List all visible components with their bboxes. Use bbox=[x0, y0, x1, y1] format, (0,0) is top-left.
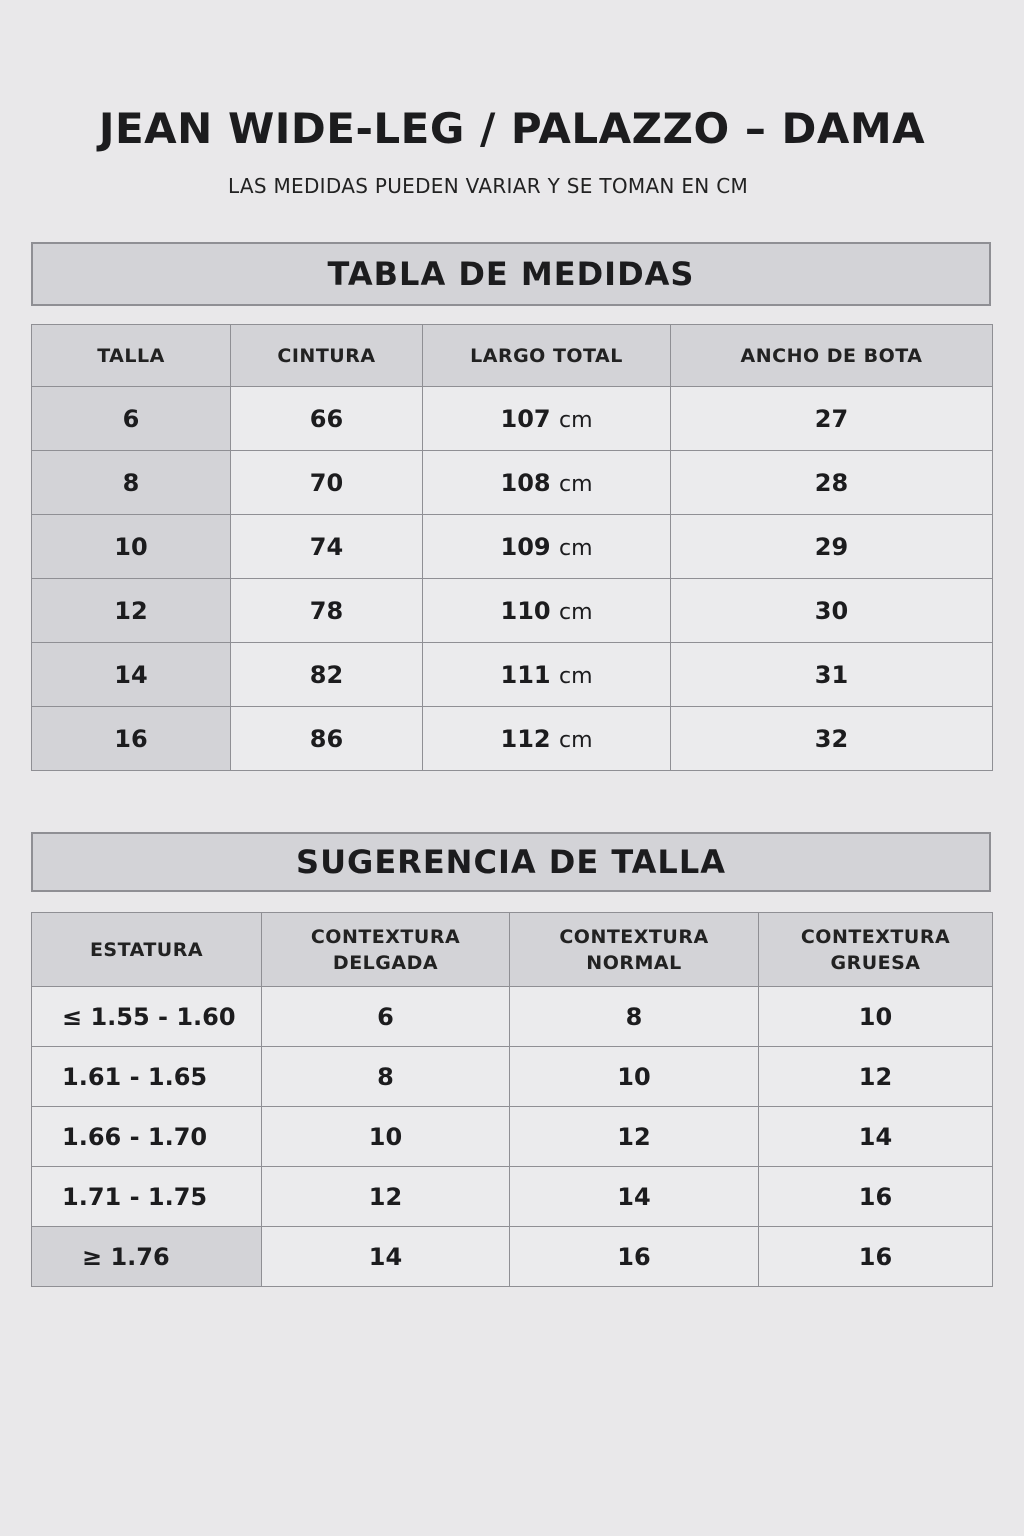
page-title: JEAN WIDE-LEG / PALAZZO – DAMA bbox=[98, 104, 926, 153]
talla-cell: 14 bbox=[32, 643, 231, 707]
table-row bbox=[32, 1047, 993, 1107]
largo-cell bbox=[423, 515, 671, 579]
largo-value: 110 bbox=[500, 596, 551, 625]
bota-cell: 27 bbox=[671, 387, 993, 451]
gruesa-cell: 10 bbox=[759, 987, 993, 1047]
column-header-largo-total: LARGO TOTAL bbox=[423, 325, 671, 387]
table-row bbox=[32, 1167, 993, 1227]
largo-value: 109 bbox=[500, 532, 551, 561]
estatura-cell: ≥ 1.76 bbox=[32, 1227, 262, 1287]
delgada-cell: 6 bbox=[262, 987, 510, 1047]
delgada-cell: 8 bbox=[262, 1047, 510, 1107]
bota-cell: 31 bbox=[671, 643, 993, 707]
largo-cell bbox=[423, 643, 671, 707]
column-header-line: ESTATURA bbox=[89, 938, 204, 961]
cintura-cell: 66 bbox=[231, 387, 423, 451]
column-header-line: CONTEXTURA bbox=[559, 925, 709, 948]
bota-cell: 30 bbox=[671, 579, 993, 643]
talla-cell: 6 bbox=[32, 387, 231, 451]
table-row bbox=[32, 387, 993, 451]
gruesa-cell: 14 bbox=[759, 1107, 993, 1167]
bota-cell: 32 bbox=[671, 707, 993, 771]
delgada-cell: 10 bbox=[262, 1107, 510, 1167]
section-heading-sugerencia: SUGERENCIA DE TALLA bbox=[31, 832, 991, 892]
table-row bbox=[32, 451, 993, 515]
column-header-line: NORMAL bbox=[586, 951, 682, 974]
delgada-cell: 12 bbox=[262, 1167, 510, 1227]
largo-value: 112 bbox=[500, 724, 551, 753]
column-header-cintura: CINTURA bbox=[231, 325, 423, 387]
largo-value: 107 bbox=[500, 404, 551, 433]
gruesa-cell: 16 bbox=[759, 1227, 993, 1287]
table-row bbox=[32, 579, 993, 643]
talla-cell: 16 bbox=[32, 707, 231, 771]
column-header-line: DELGADA bbox=[332, 951, 439, 974]
table-row bbox=[32, 707, 993, 771]
largo-cell bbox=[423, 579, 671, 643]
size-suggestion-table bbox=[31, 912, 993, 1287]
estatura-cell: 1.71 - 1.75 bbox=[32, 1167, 262, 1227]
cintura-cell: 86 bbox=[231, 707, 423, 771]
gruesa-cell: 12 bbox=[759, 1047, 993, 1107]
cintura-cell: 74 bbox=[231, 515, 423, 579]
unit-label: cm bbox=[558, 727, 593, 753]
largo-value: 108 bbox=[500, 468, 551, 497]
unit-label: cm bbox=[558, 535, 593, 561]
column-header-line: CONTEXTURA bbox=[310, 925, 461, 948]
cintura-cell: 70 bbox=[231, 451, 423, 515]
largo-value: 111 bbox=[500, 660, 551, 689]
table-row bbox=[32, 1107, 993, 1167]
column-header-ancho-de-bota: ANCHO DE BOTA bbox=[671, 325, 993, 387]
unit-label: cm bbox=[558, 663, 593, 689]
page-subtitle: LAS MEDIDAS PUEDEN VARIAR Y SE TOMAN EN CM bbox=[227, 174, 749, 198]
cintura-cell: 82 bbox=[231, 643, 423, 707]
normal-cell: 14 bbox=[510, 1167, 759, 1227]
column-header-gruesa bbox=[759, 913, 993, 987]
unit-label: cm bbox=[558, 599, 593, 625]
largo-cell bbox=[423, 387, 671, 451]
size-measurements-table bbox=[31, 324, 993, 771]
estatura-cell: 1.61 - 1.65 bbox=[32, 1047, 262, 1107]
column-header-line: GRUESA bbox=[830, 951, 921, 974]
bota-cell: 29 bbox=[671, 515, 993, 579]
largo-cell bbox=[423, 451, 671, 515]
table-header-row bbox=[32, 325, 993, 387]
talla-cell: 12 bbox=[32, 579, 231, 643]
largo-cell bbox=[423, 707, 671, 771]
estatura-cell: ≤ 1.55 - 1.60 bbox=[32, 987, 262, 1047]
estatura-cell: 1.66 - 1.70 bbox=[32, 1107, 262, 1167]
table-row bbox=[32, 515, 993, 579]
section-heading-medidas: TABLA DE MEDIDAS bbox=[31, 242, 991, 306]
column-header-line: CONTEXTURA bbox=[800, 925, 951, 948]
gruesa-cell: 16 bbox=[759, 1167, 993, 1227]
delgada-cell: 14 bbox=[262, 1227, 510, 1287]
talla-cell: 8 bbox=[32, 451, 231, 515]
table-row bbox=[32, 987, 993, 1047]
column-header-talla: TALLA bbox=[32, 325, 231, 387]
normal-cell: 12 bbox=[510, 1107, 759, 1167]
table-row bbox=[32, 1227, 993, 1287]
table-header-row bbox=[32, 913, 993, 987]
normal-cell: 10 bbox=[510, 1047, 759, 1107]
normal-cell: 8 bbox=[510, 987, 759, 1047]
normal-cell: 16 bbox=[510, 1227, 759, 1287]
unit-label: cm bbox=[558, 471, 593, 497]
column-header-normal bbox=[510, 913, 759, 987]
talla-cell: 10 bbox=[32, 515, 231, 579]
unit-label: cm bbox=[558, 407, 593, 433]
column-header-delgada bbox=[262, 913, 510, 987]
cintura-cell: 78 bbox=[231, 579, 423, 643]
table-row bbox=[32, 643, 993, 707]
bota-cell: 28 bbox=[671, 451, 993, 515]
column-header-estatura bbox=[32, 913, 262, 987]
